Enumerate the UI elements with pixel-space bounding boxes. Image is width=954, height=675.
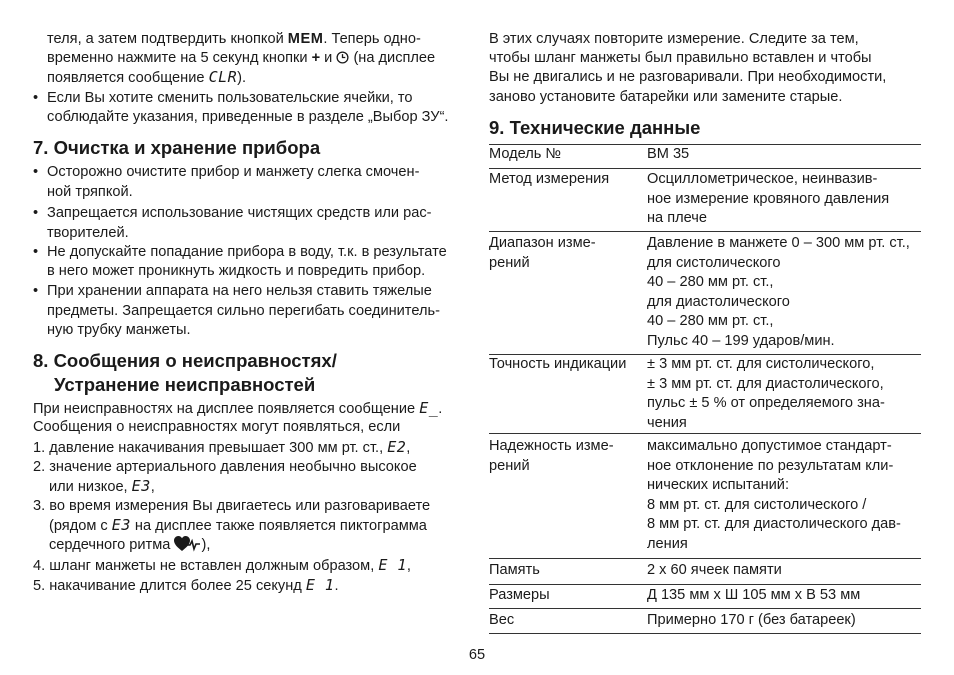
table-rule <box>489 608 921 609</box>
bullet-user-memory-line-2: соблюдайте указания, приведенные в разделе „Выбор ЗУ“. <box>47 109 449 125</box>
table-value: ± 3 мм рт. ст. для систолического, <box>647 356 875 372</box>
section-9-heading: 9. Технические данные <box>489 117 701 138</box>
table-value: Давление в манжете 0 – 300 мм рт. ст., <box>647 235 910 251</box>
error-item-3-line-1: 3. во время измерения Вы двигаетесь или разговариваете <box>33 498 431 514</box>
section-7-bullet: • <box>33 205 39 221</box>
clock-icon <box>336 51 349 64</box>
table-value: ления <box>647 535 688 552</box>
table-label: Размеры <box>489 587 550 603</box>
table-label: Точность индикации <box>489 356 627 372</box>
section-7-item-line: Не допускайте попадание прибора в воду, т.к. в результате <box>47 244 447 260</box>
error-item-1: 1. давление накачивания превышает 300 мм рт. ст., E2, <box>33 438 411 456</box>
table-value: нических испытаний: <box>647 477 790 493</box>
section-8-intro-line-1: При неисправностях на дисплее появляется сообщение E_. <box>33 399 443 417</box>
section-8-heading-line-2: Устранение неисправностей <box>54 374 316 395</box>
error-item-2-line-1: 2. значение артериального давления необычно высокое <box>33 459 417 475</box>
lcd-e3-message-2: E3 <box>111 516 131 534</box>
section-7-bullet: • <box>33 244 39 260</box>
intro-line-1: теля, а затем подтвердить кнопкой MEM. Теперь одно- <box>47 31 421 47</box>
lcd-e1-message-2: E 1 <box>305 576 335 594</box>
section-7-item-line: При хранении аппарата на него нельзя ставить тяжелые <box>47 283 432 299</box>
intro-line-2: временно нажмите на 5 секунд кнопки + и (на дисплее <box>47 50 436 66</box>
table-value: BM 35 <box>647 146 690 162</box>
section-8-heading-line-1: 8. Сообщения о неисправностях/ <box>33 350 337 371</box>
table-value: максимально допустимое стандарт- <box>647 438 892 454</box>
table-value: Примерно 170 г (без батареек) <box>647 612 856 628</box>
table-label: Вес <box>489 612 515 628</box>
table-value: Пульс 40 – 199 ударов/мин. <box>647 332 835 349</box>
section-7-bullet: • <box>33 283 39 299</box>
error-item-3-line-3: сердечного ритма ), <box>49 537 211 553</box>
table-label: Надежность изме- <box>489 438 614 454</box>
section-7-bullet: • <box>33 164 39 180</box>
section-7-item-line: творителей. <box>47 225 129 241</box>
table-rule <box>489 584 921 585</box>
table-value: для диастолического <box>647 293 790 310</box>
lcd-e1-message: E 1 <box>378 556 407 574</box>
repeat-paragraph-line-1: В этих случаях повторите измерение. Следите за тем, <box>489 31 859 47</box>
table-label: Модель № <box>489 146 562 162</box>
table-label: Диапазон изме- <box>489 235 596 251</box>
section-7-item-line: ную трубку манжеты. <box>47 322 191 338</box>
table-value: 2 x 60 ячеек памяти <box>647 562 782 578</box>
table-label: рений <box>489 457 530 474</box>
lcd-e3-message: E3 <box>131 477 151 495</box>
intro-line-3: появляется сообщение CLR). <box>47 68 247 86</box>
error-item-5: 5. накачивание длится более 25 секунд E 1. <box>33 576 339 594</box>
page-number: 65 <box>468 647 486 663</box>
table-value: Осциллометрическое, неинвазив- <box>647 171 878 187</box>
bullet-user-memory: • <box>33 90 39 106</box>
section-7-heading: 7. Очистка и хранение прибора <box>33 137 321 158</box>
table-value: ное отклонение по результатам кли- <box>647 457 894 474</box>
section-7-item-line: ной тряпкой. <box>47 184 133 200</box>
bullet-user-memory-line-1: Если Вы хотите сменить пользовательские ячейки, то <box>47 90 413 106</box>
table-value: 40 – 280 мм рт. ст., <box>647 274 774 290</box>
table-value: чения <box>647 414 687 431</box>
table-value: для систолического <box>647 254 781 271</box>
table-value: 40 – 280 мм рт. ст., <box>647 313 774 329</box>
error-item-4: 4. шланг манжеты не вставлен должным образом, E 1, <box>33 556 411 574</box>
table-rule <box>489 433 921 434</box>
table-value: пульс ± 5 % от определяемого зна- <box>647 395 885 411</box>
table-value: на плече <box>647 210 707 226</box>
table-value: 8 мм рт. ст. для диастолического дав- <box>647 516 901 532</box>
repeat-paragraph-line-2: чтобы шланг манжеты был правильно вставлен и чтобы <box>489 50 872 66</box>
table-value: ное измерение кровяного давления <box>647 190 890 207</box>
table-rule <box>489 633 921 634</box>
section-7-item-line: предметы. Запрещается сильно перегибать соединитель- <box>47 303 440 319</box>
lcd-e2-message: E2 <box>387 438 407 456</box>
section-7-item-line: Запрещается использование чистящих средств или рас- <box>47 205 432 221</box>
error-item-2-line-2: или низкое, E3, <box>49 477 155 495</box>
table-value: 8 мм рт. ст. для систолического / <box>647 496 867 513</box>
table-rule <box>489 168 921 169</box>
repeat-paragraph-line-3: Вы не двигались и не разговаривали. При необходимости, <box>489 69 887 85</box>
lcd-clr-message: CLR <box>208 68 238 86</box>
section-7-item-line: Осторожно очистите прибор и манжету слегка смочен- <box>47 164 420 180</box>
table-label: Метод измерения <box>489 171 610 187</box>
repeat-paragraph-line-4: заново установите батарейки или замените старые. <box>489 89 843 105</box>
table-label: рений <box>489 254 530 271</box>
heart-pulse-icon <box>174 536 201 552</box>
table-rule <box>489 231 921 232</box>
error-item-3-line-2: (рядом с E3 на дисплее также появляется пиктограмма <box>49 516 427 534</box>
section-8-intro-line-2: Сообщения о неисправностях могут появляться, если <box>33 419 401 435</box>
section-7-item-line: в него может проникнуть жидкость и повредить прибор. <box>47 263 426 279</box>
table-value: ± 3 мм рт. ст. для диастолического, <box>647 375 884 392</box>
table-label: Память <box>489 562 540 578</box>
table-rule <box>489 558 921 559</box>
table-value: Д 135 мм x Ш 105 мм x В 53 мм <box>647 587 861 603</box>
lcd-e-message: E_ <box>419 399 439 417</box>
